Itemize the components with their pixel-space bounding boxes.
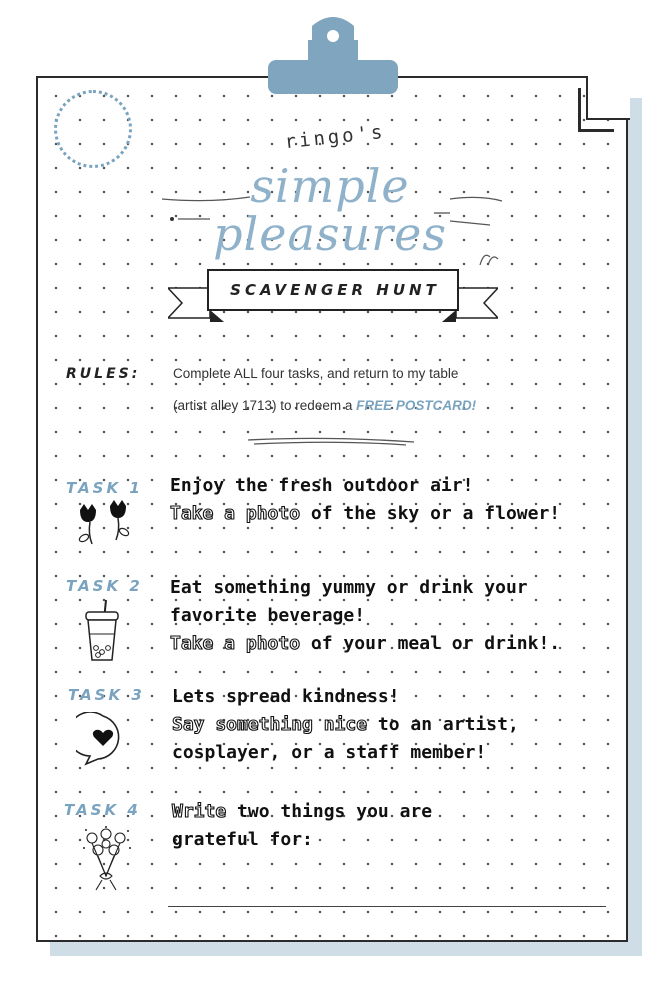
task-4-line-1-rest: two things you are — [226, 801, 433, 822]
tulips-icon — [74, 500, 138, 550]
task-1-line-1: Enjoy the fresh outdoor air! — [170, 475, 474, 496]
rules-text-prefix: (artist alley 1713) to redeem a — [173, 398, 357, 413]
rules-text-line-1: Complete ALL four tasks, and return to my table — [173, 366, 459, 381]
task-3-outline-phrase: Say something nice — [172, 714, 368, 735]
rules-label: RULES: — [66, 366, 141, 382]
task-1-label: TASK 1 — [66, 479, 143, 497]
rules-text-line-2 — [173, 398, 476, 413]
writing-line — [168, 906, 606, 907]
heart-speech-bubble-icon — [76, 712, 130, 766]
divider-line — [246, 434, 416, 448]
task-2-line-1: Eat something yummy or drink your — [170, 577, 528, 598]
title-line-2: pleasures — [213, 207, 447, 261]
sparkle-lines-decoration — [150, 185, 510, 275]
banner-title: SCAVENGER HUNT — [230, 281, 440, 299]
task-3-label: TASK 3 — [68, 686, 145, 704]
task-4-label: TASK 4 — [64, 801, 141, 819]
task-1-line-2 — [170, 500, 560, 528]
task-2-line-3 — [170, 630, 560, 658]
task-2-line-3-rest: of your meal or drink!. — [300, 633, 561, 654]
corner-bracket-decoration — [578, 88, 614, 132]
task-3-text — [172, 683, 519, 767]
task-1-outline-phrase: Take a photo — [170, 503, 301, 524]
task-1-line-2-rest: of the sky or a flower! — [300, 503, 561, 524]
flower-bouquet-icon — [80, 826, 136, 894]
task-4-text — [172, 798, 432, 854]
owner-name: ringo's — [283, 120, 387, 154]
task-4-line-2: grateful for: — [172, 829, 313, 850]
task-2-text — [170, 574, 560, 658]
task-3-line-3: cosplayer, or a staff member! — [172, 742, 487, 763]
task-1-text — [170, 472, 560, 528]
bubble-tea-icon — [84, 598, 120, 664]
clip-icon — [268, 14, 398, 94]
task-3-line-2-rest: to an artist, — [367, 714, 519, 735]
task-2-label: TASK 2 — [66, 577, 143, 595]
task-2-outline-phrase: Take a photo — [170, 633, 301, 654]
task-4-line-1 — [172, 798, 432, 826]
title-line-1: simple — [250, 159, 410, 213]
task-2-line-2: favorite beverage! — [170, 605, 366, 626]
task-3-line-2 — [172, 711, 519, 739]
task-3-line-1: Lets spread kindness! — [172, 686, 400, 707]
dotted-circle-decoration — [54, 90, 132, 168]
free-postcard-highlight: FREE POSTCARD! — [356, 398, 477, 413]
task-4-outline-phrase: Write — [172, 801, 227, 822]
